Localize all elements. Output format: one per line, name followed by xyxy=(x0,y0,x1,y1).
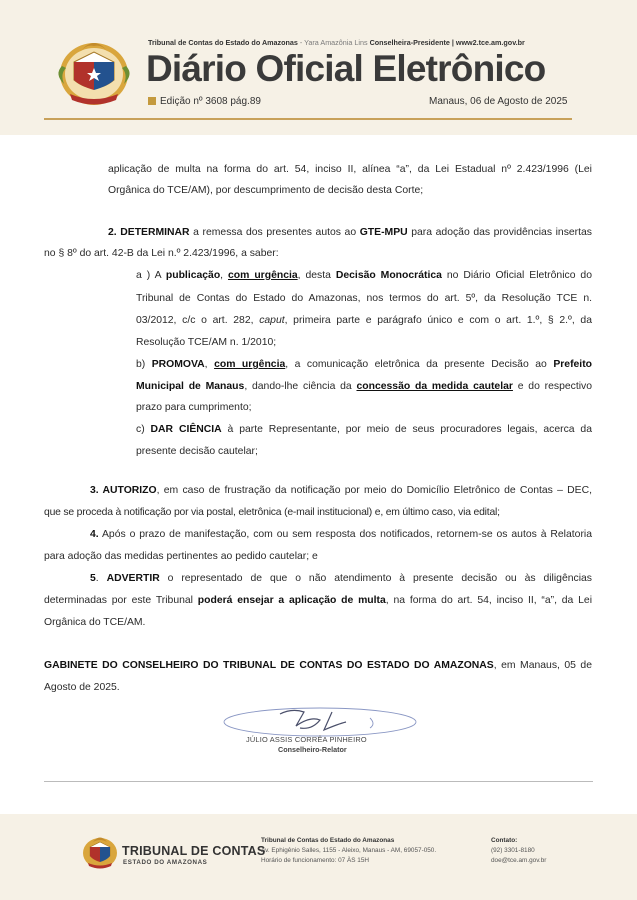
item-a-line-3: 03/2012, c/c o art. 282, caput, primeira parte e parágrafo único e com o art. 1.º, § 2.º, da xyxy=(136,315,592,326)
tce-crest-icon xyxy=(50,24,138,112)
item-b-line-3: prazo para cumprimento; xyxy=(136,402,252,413)
signatory-role: Conselheiro-Relator xyxy=(278,745,347,754)
paragraph-4-line-1: 4. Após o prazo de manifestação, com ou sem resposta dos notificados, retornem-se os autos à Relatoria xyxy=(90,529,592,540)
closing-line-1: GABINETE DO CONSELHEIRO DO TRIBUNAL DE CONTAS DO ESTADO DO AMAZONAS, em Manaus, 05 de xyxy=(44,660,592,671)
paragraph-5-line-1: 5. ADVERTIR o representado de que o não atendimento à presente decisão ou às diligências xyxy=(90,573,592,584)
footer-contact: Contato: (92) 3301-8180 doe@tce.am.gov.br xyxy=(491,837,547,864)
paragraph-2-line-1: 2. DETERMINAR a remessa dos presentes autos ao GTE-MPU para adoção das providências insertas xyxy=(108,227,592,238)
footer-brand-sub: ESTADO DO AMAZONAS xyxy=(123,859,208,866)
footer-address: Tribunal de Contas do Estado do Amazonas Av. Ephigênio Salles, 1155 - Aleixo, Manaus - AM, 69057-050. Horário de funcionamento: 07 ÀS 15H xyxy=(261,837,437,864)
item-b-line-1: b) PROMOVA, com urgência, a comunicação eletrônica da presente Decisão ao Prefeito xyxy=(136,359,592,370)
item-c-line-1: c) DAR CIÊNCIA à parte Representante, por meio de seus procuradores legais, acerca da xyxy=(136,424,592,435)
item-b-line-2: Municipal de Manaus, dando-lhe ciência da concessão da medida cautelar e do respectivo xyxy=(136,381,593,392)
edition-marker-icon xyxy=(148,97,156,105)
footer-crest-icon xyxy=(79,830,121,872)
paragraph-5-line-3: Orgânica do TCE/AM. xyxy=(44,617,146,628)
page-footer xyxy=(0,814,637,900)
footer-email[interactable]: doe@tce.am.gov.br xyxy=(491,857,547,864)
footer-phone: (92) 3301-8180 xyxy=(491,847,535,854)
item-a-line-2: Tribunal de Contas do Estado do Amazonas, nos termos do art. 5º, da Resolução TCE n. xyxy=(136,293,592,304)
paragraph-4-line-2: para adoção das medidas pertinentes ao pedido cautelar; e xyxy=(44,551,318,562)
paragraph-1-line-2: Orgânica do TCE/AM), por descumprimento de decisão desta Corte; xyxy=(108,185,424,196)
header-divider xyxy=(44,118,572,120)
item-a-line-4: Resolução TCE/AM n. 1/2010; xyxy=(136,337,277,348)
paragraph-2-line-2: no § 8º do art. 42-B da Lei n.º 2.423/1996, a saber: xyxy=(44,248,279,259)
page-title: Diário Oficial Eletrônico xyxy=(146,48,546,89)
header-institution-line: Tribunal de Contas do Estado do Amazonas - Yara Amazônia Lins Conselheira-Presidente | www2.tce.am.gov.br xyxy=(148,38,525,47)
paragraph-1-line-1: aplicação de multa na forma do art. 54, inciso II, alínea “a”, da Lei Estadual nº 2.423/1996 (Lei xyxy=(108,164,592,175)
footer-brand: TRIBUNAL DE CONTAS xyxy=(122,844,266,858)
edition-info: Edição nº 3608 pág.89 xyxy=(148,96,261,107)
website-link[interactable]: www2.tce.am.gov.br xyxy=(455,38,525,47)
item-c-line-2: presente decisão cautelar; xyxy=(136,446,258,457)
paragraph-5-line-2: determinadas por este Tribunal poderá ensejar a aplicação de multa, na forma do art. 54, inciso II, “a”, da Lei xyxy=(44,595,592,606)
page-header xyxy=(0,0,637,135)
item-a-line-1: a ) A publicação, com urgência, desta Decisão Monocrática no Diário Oficial Eletrônico do xyxy=(136,270,592,281)
publication-date: Manaus, 06 de Agosto de 2025 xyxy=(429,96,568,107)
paragraph-3-line-1: 3. AUTORIZO, em caso de frustração da notificação por meio do Domicílio Eletrônico de Contas – DEC, xyxy=(90,485,592,496)
paragraph-3-line-2: que se proceda à notificação por via postal, eletrônica (e-mail institucional) e, em último caso, via edital; xyxy=(44,507,500,518)
signatory-name: JÚLIO ASSIS CORRÊA PINHEIRO xyxy=(246,735,367,744)
body-bottom-divider xyxy=(44,781,593,782)
closing-line-2: Agosto de 2025. xyxy=(44,682,120,693)
